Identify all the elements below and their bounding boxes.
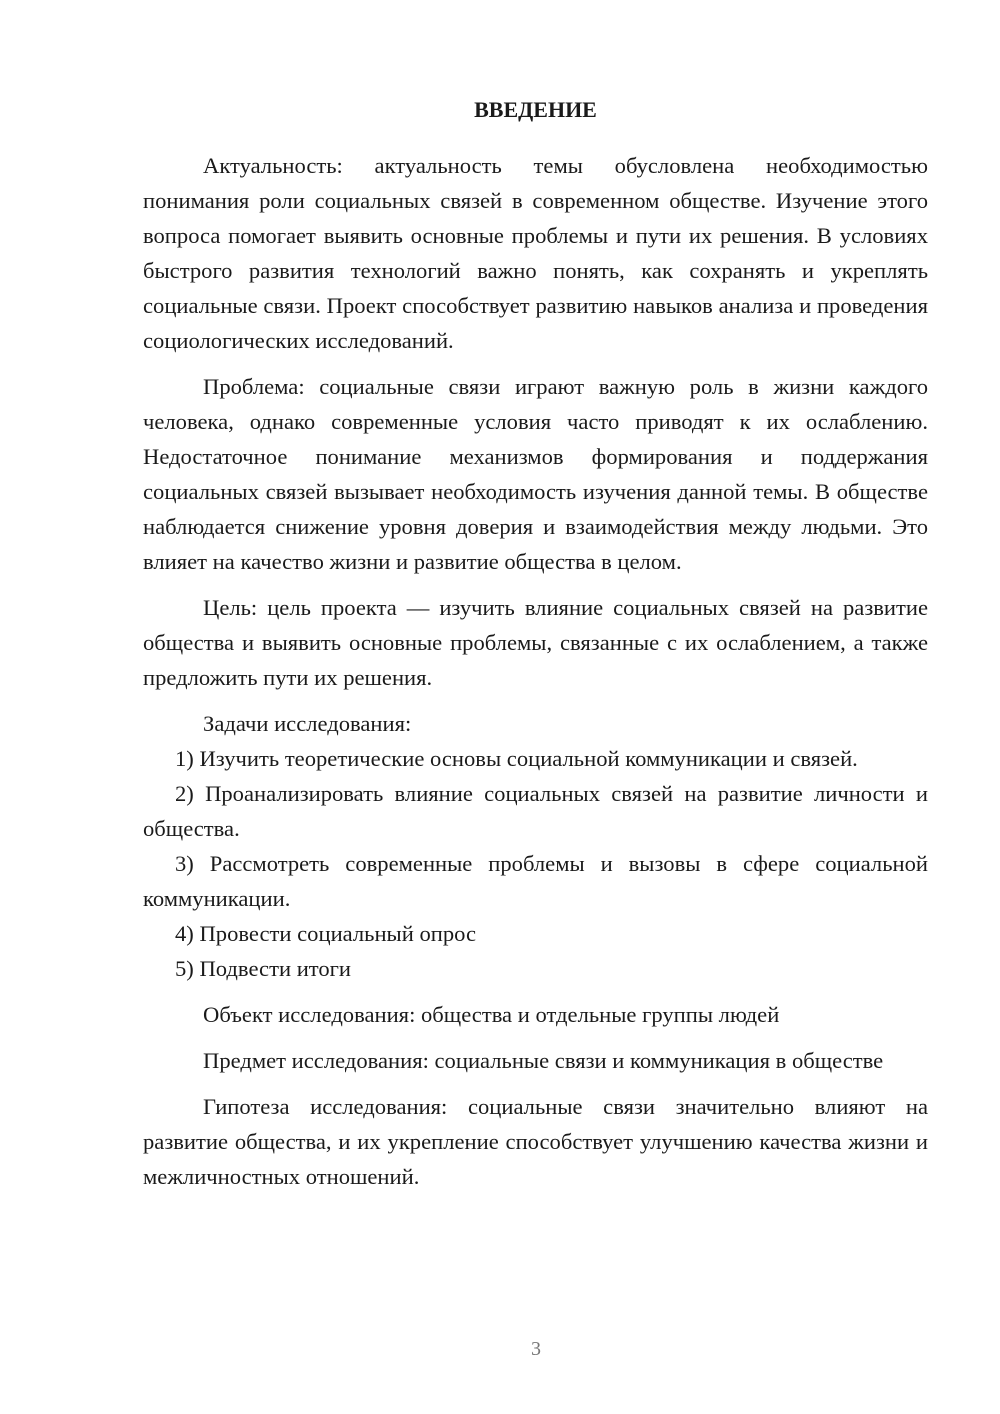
paragraph-problem: Проблема: социальные связи играют важную роль в жизни каждого человека, однако современные условия часто приводят к их ослаблению. Недостаточное понимание механизмов формирования и поддержания социальных связей вызывает необходимость изучения данной темы. В обществе наблюдается снижение уровня доверия и взаимодействия между людьми. Это влияет на качество жизни и развитие общества в целом. [143, 374, 928, 574]
paragraph-subject: Предмет исследования: социальные связи и коммуникация в обществе [203, 1048, 884, 1073]
paragraph-object: Объект исследования: общества и отдельные группы людей [203, 1002, 780, 1027]
paragraph-hypothesis: Гипотеза исследования: социальные связи значительно влияют на развитие общества, и их укрепление способствует улучшению качества жизни и межличностных отношений. [143, 1094, 928, 1189]
task-item-1: 1) Изучить теоретические основы социальной коммуникации и связей. [175, 746, 858, 771]
task-item-5: 5) Подвести итоги [175, 956, 352, 981]
page-number: 3 [531, 1338, 541, 1360]
page-title: ВВЕДЕНИЕ [474, 97, 597, 122]
task-item-3: 3) Рассмотреть современные проблемы и вызовы в сфере социальной коммуникации. [143, 851, 928, 911]
task-item-2: 2) Проанализировать влияние социальных связей на развитие личности и общества. [143, 781, 928, 841]
paragraph-goal: Цель: цель проекта — изучить влияние социальных связей на развитие общества и выявить основные проблемы, связанные с их ослаблением, а также предложить пути их решения. [143, 595, 928, 690]
tasks-heading: Задачи исследования: [203, 711, 412, 736]
document-page [143, 92, 928, 1194]
task-item-4: 4) Провести социальный опрос [175, 921, 477, 946]
paragraph-relevance: Актуальность: актуальность темы обусловлена необходимостью понимания роли социальных связей в современном обществе. Изучение этого вопроса помогает выявить основные проблемы и пути их решения. В условиях быстрого развития технологий важно понять, как сохранять и укреплять социальные связи. Проект способствует развитию навыков анализа и проведения социологических исследований. [143, 153, 928, 353]
